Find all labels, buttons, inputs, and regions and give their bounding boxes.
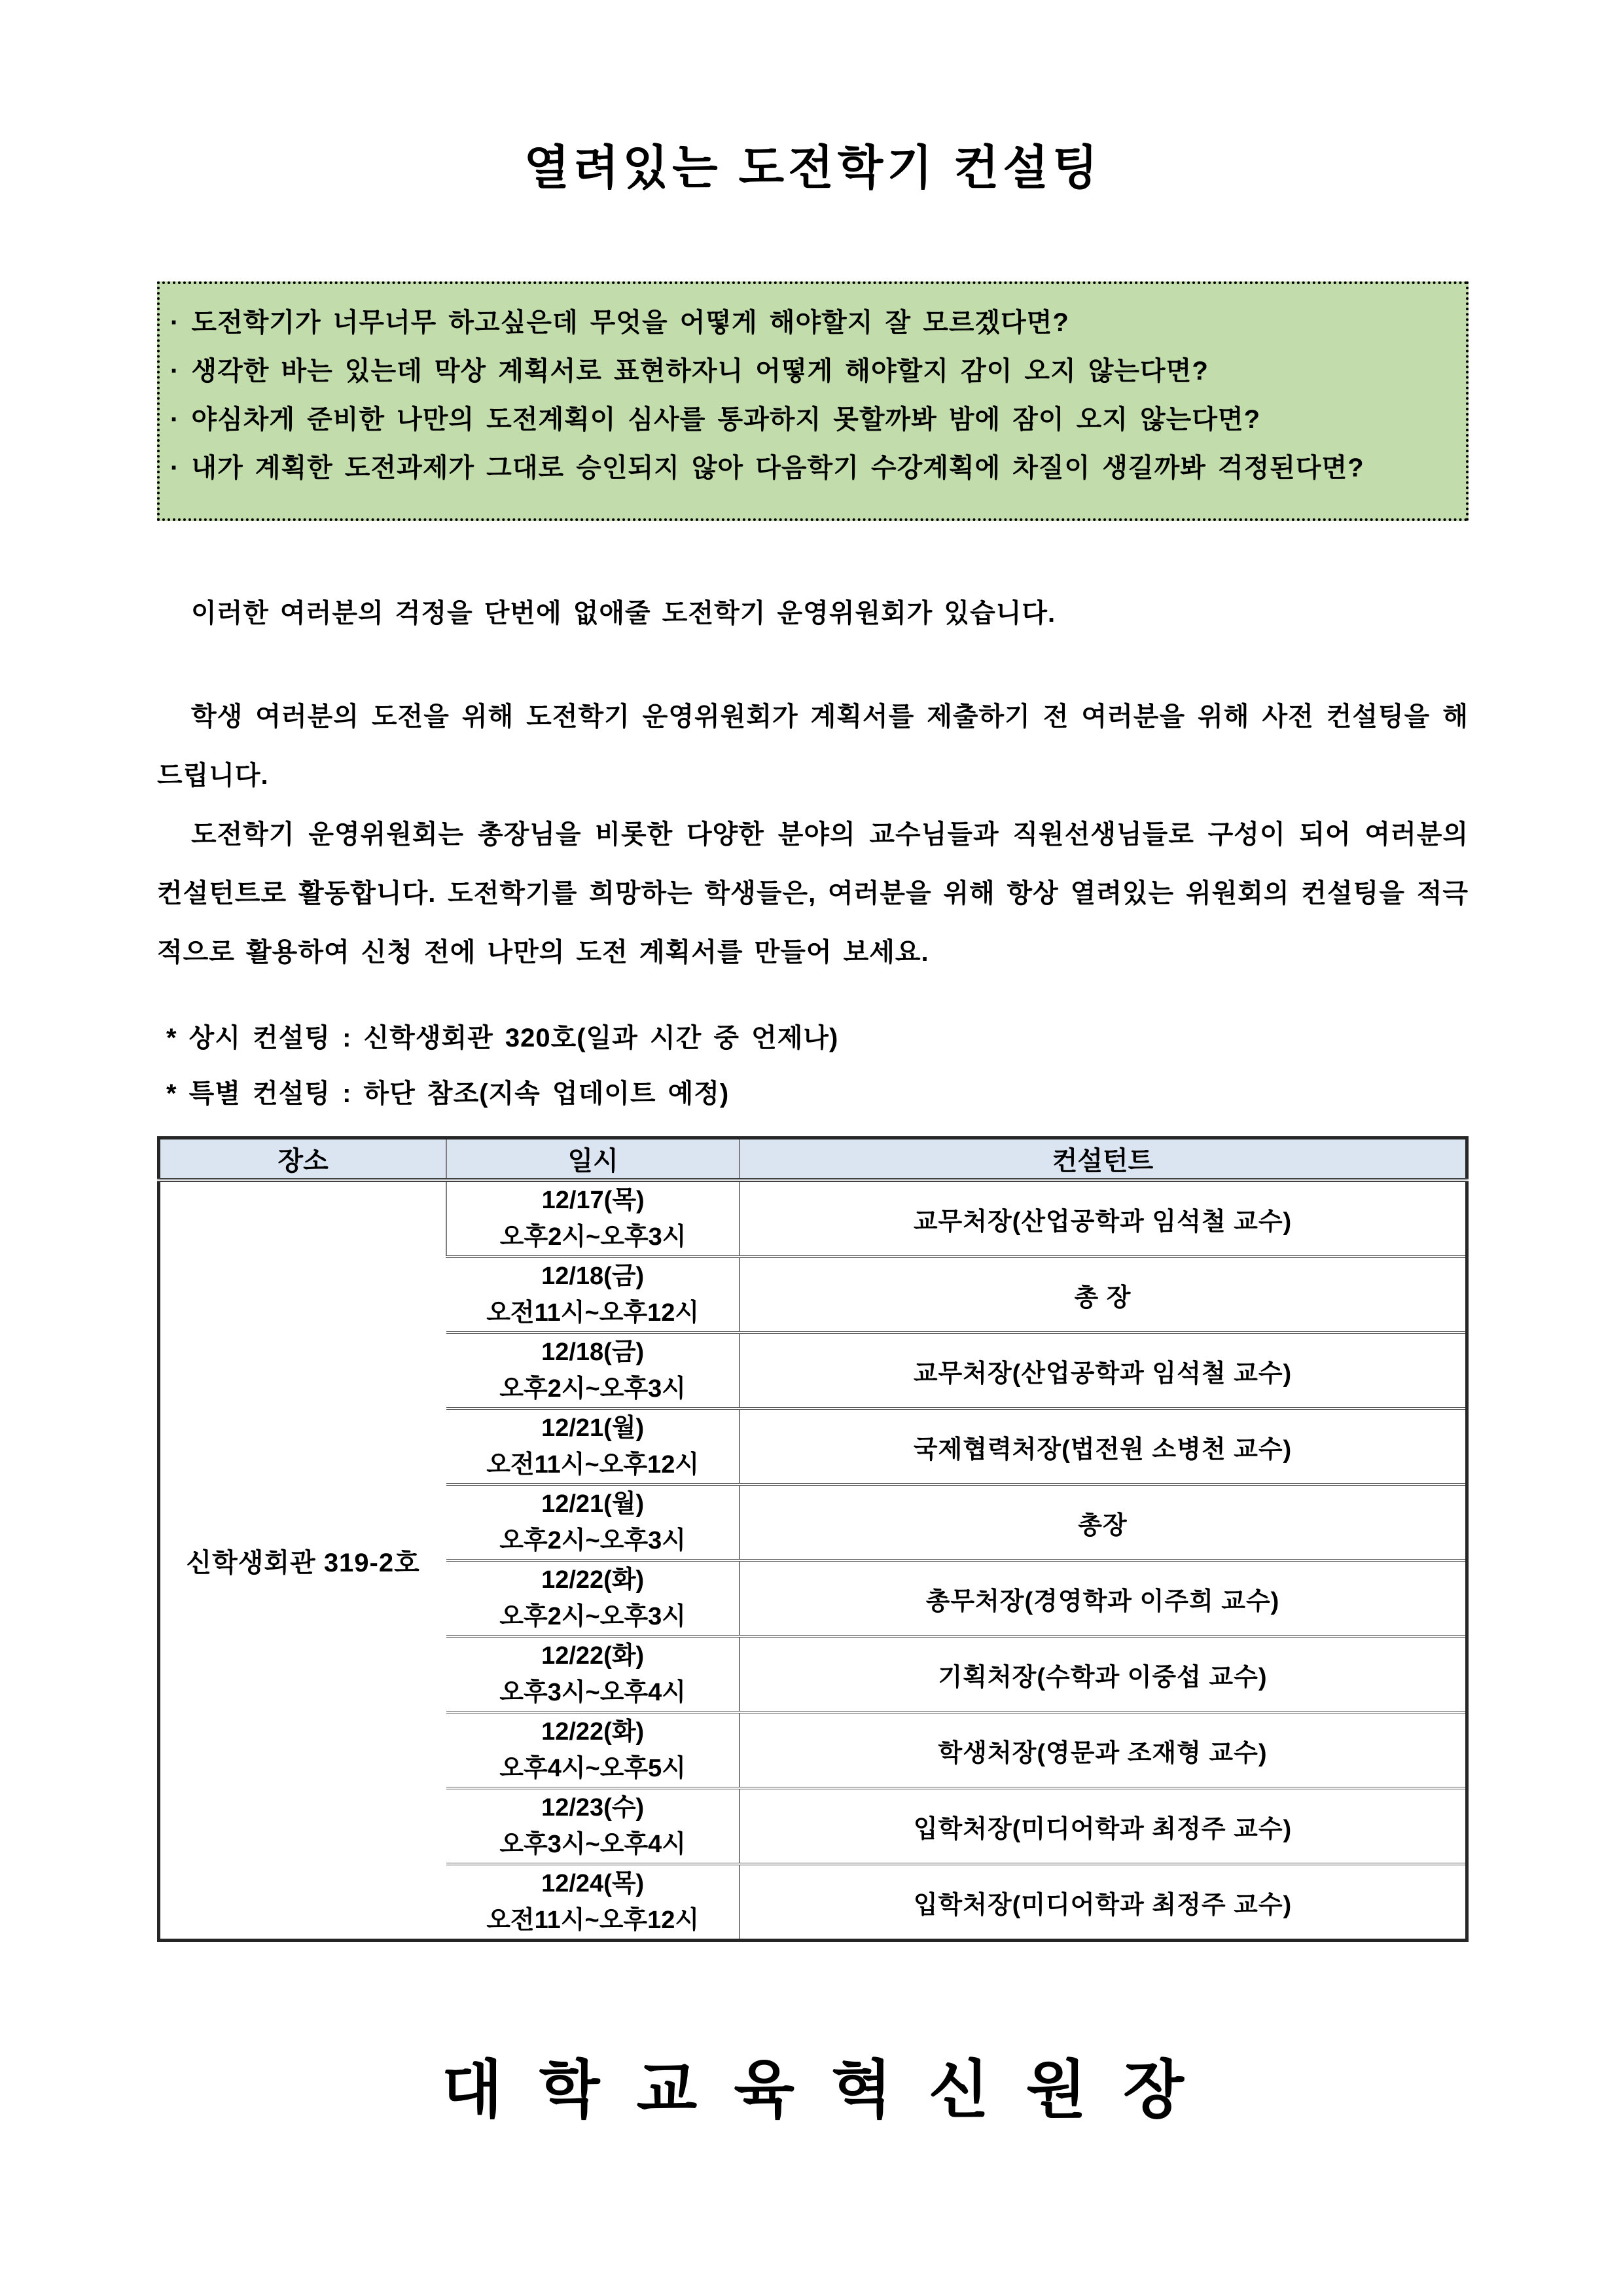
date-text: 12/18(금) bbox=[541, 1338, 645, 1366]
date-text: 12/22(화) bbox=[541, 1718, 645, 1746]
consultant-cell: 입학처장(미디어학과 최정주 교수) bbox=[740, 1864, 1467, 1941]
consultant-cell: 교무처장(산업공학과 임석철 교수) bbox=[740, 1333, 1467, 1408]
date-text: 12/23(수) bbox=[541, 1794, 645, 1821]
consultant-cell: 입학처장(미디어학과 최정주 교수) bbox=[740, 1788, 1467, 1864]
date-text: 12/18(금) bbox=[541, 1263, 645, 1290]
datetime-cell bbox=[446, 1484, 740, 1560]
datetime-cell bbox=[446, 1712, 740, 1788]
paragraph-committee-description: 도전학기 운영위원회는 총장님을 비롯한 다양한 분야의 교수님들과 직원선생님들로 구성이 되어 여러분의 컨설턴트로 활동합니다. 도전학기를 희망하는 학생들은, 여러분을 위해 항상 열려있는 위원회의 컨설팅을 적극적으로 활용하여 신청 전에 나만의 도전 계획서를 만들어 보세요. bbox=[157, 820, 1469, 967]
date-text: 12/24(목) bbox=[541, 1870, 645, 1897]
consultant-cell: 총무처장(경영학과 이주희 교수) bbox=[740, 1560, 1467, 1636]
consulting-schedule-table bbox=[157, 1136, 1469, 1942]
datetime-cell bbox=[446, 1560, 740, 1636]
time-text: 오후4시~오후5시 bbox=[499, 1755, 686, 1782]
note-regular-consulting: * 상시 컨설팅 : 신학생회관 320호(일과 시간 중 언제나) bbox=[166, 1024, 839, 1052]
date-text: 12/21(월) bbox=[541, 1414, 645, 1442]
datetime-cell bbox=[446, 1333, 740, 1408]
time-text: 오후2시~오후3시 bbox=[499, 1527, 686, 1554]
datetime-cell bbox=[446, 1636, 740, 1712]
consultant-cell: 교무처장(산업공학과 임석철 교수) bbox=[740, 1180, 1467, 1257]
consultant-cell: 기획처장(수학과 이중섭 교수) bbox=[740, 1636, 1467, 1712]
consultant-cell: 총 장 bbox=[740, 1257, 1467, 1333]
paragraph-intro: 이러한 여러분의 걱정을 단번에 없애줄 도전학기 운영위원회가 있습니다. bbox=[191, 599, 1056, 628]
consultant-cell: 학생처장(영문과 조재형 교수) bbox=[740, 1712, 1467, 1788]
table-header-row bbox=[159, 1138, 1467, 1181]
location-cell: 신학생회관 319-2호 bbox=[186, 1548, 420, 1577]
header-consultant: 컨설턴트 bbox=[740, 1138, 1467, 1181]
time-text: 오전11시~오후12시 bbox=[486, 1451, 700, 1479]
time-text: 오전11시~오후12시 bbox=[486, 1907, 700, 1934]
date-text: 12/22(화) bbox=[541, 1566, 645, 1594]
bullet-item: · 야심차게 준비한 나만의 도전계획이 심사를 통과하지 못할까봐 밤에 잠이 오지 않는다면? bbox=[170, 405, 1261, 434]
datetime-cell bbox=[446, 1788, 740, 1864]
footer-title: 대학교육혁신원장 bbox=[442, 2055, 1221, 2125]
bullet-item: · 내가 계획한 도전과제가 그대로 승인되지 않아 다음학기 수강계획에 차질이 생길까봐 걱정된다면? bbox=[170, 454, 1364, 482]
bullet-item: · 생각한 바는 있는데 막상 계획서로 표현하자니 어떻게 해야할지 감이 오지 않는다면? bbox=[170, 357, 1209, 386]
datetime-cell bbox=[446, 1180, 740, 1257]
table-row bbox=[159, 1180, 1467, 1257]
time-text: 오후2시~오후3시 bbox=[499, 1603, 686, 1630]
header-datetime: 일시 bbox=[446, 1138, 740, 1181]
paragraph-consulting-offer: 학생 여러분의 도전을 위해 도전학기 운영위원회가 계획서를 제출하기 전 여러분을 위해 사전 컨설팅을 해드립니다. bbox=[157, 702, 1469, 790]
time-text: 오전11시~오후12시 bbox=[486, 1299, 700, 1327]
header-location: 장소 bbox=[159, 1138, 447, 1181]
date-text: 12/21(월) bbox=[541, 1490, 645, 1518]
datetime-cell bbox=[446, 1864, 740, 1941]
consultant-cell: 국제협력처장(법전원 소병천 교수) bbox=[740, 1408, 1467, 1484]
time-text: 오후3시~오후4시 bbox=[499, 1679, 686, 1706]
date-text: 12/17(목) bbox=[541, 1187, 645, 1214]
bullet-item: · 도전학기가 너무너무 하고싶은데 무엇을 어떻게 해야할지 잘 모르겠다면? bbox=[170, 308, 1069, 337]
note-special-consulting: * 특별 컨설팅 : 하단 참조(지속 업데이트 예정) bbox=[166, 1079, 730, 1108]
datetime-cell bbox=[446, 1257, 740, 1333]
time-text: 오후2시~오후3시 bbox=[499, 1223, 687, 1251]
time-text: 오후2시~오후3시 bbox=[499, 1375, 686, 1403]
date-text: 12/22(화) bbox=[541, 1642, 645, 1670]
time-text: 오후3시~오후4시 bbox=[499, 1831, 686, 1858]
highlight-box bbox=[157, 281, 1469, 521]
schedule-table-body bbox=[159, 1180, 1467, 1941]
page-title: 열려있는 도전학기 컨설팅 bbox=[524, 142, 1102, 194]
datetime-cell bbox=[446, 1408, 740, 1484]
notes-section bbox=[157, 1011, 1469, 1122]
consultant-cell: 총장 bbox=[740, 1484, 1467, 1560]
